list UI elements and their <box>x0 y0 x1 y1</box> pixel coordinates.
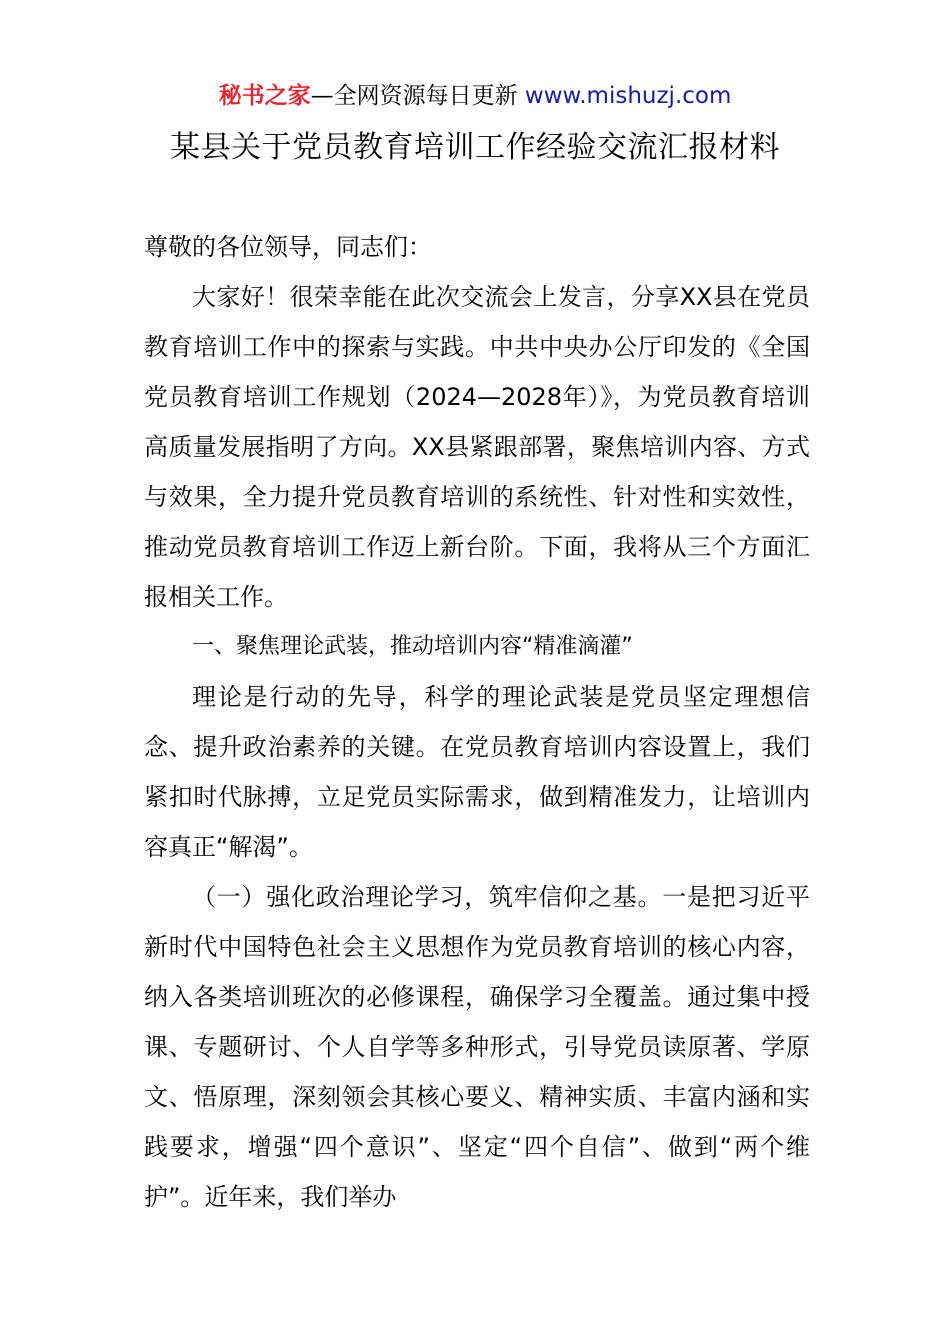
section-heading-1: 一、聚焦理论武装，推动培训内容“精准滴灌” <box>192 634 633 659</box>
paragraph-theory: 理论是行动的先导，科学的理论武装是党员坚定理想信念、提升政治素养的关键。在党员教育培训内容设置上，我们紧扣时代脉搏，立足党员实际需求，做到精准发力，让培训内容真正“解渴”。 <box>144 683 810 861</box>
site-tagline: —全网资源每日更新 <box>310 83 525 109</box>
paragraph-intro: 大家好！很荣幸能在此次交流会上发言，分享XX县在党员教育培训工作中的探索与实践。中共中央办公厅印发的《全国党员教育培训工作规划（2024—2028年）》，为党员教育培训高质量发展指明了方向。XX县紧跟部署，聚焦培训内容、方式与效果，全力提升党员教育培训的系统性、针对性和实效性，推动党员教育培训工作迈上新台阶。下面，我将从三个方面汇报相关工作。 <box>144 283 810 611</box>
site-header <box>0 80 950 112</box>
site-url-link[interactable]: www.mishuzj.com <box>524 83 732 109</box>
document-body <box>144 222 810 1222</box>
paragraph-subsection-1: （一）强化政治理论学习，筑牢信仰之基。一是把习近平新时代中国特色社会主义思想作为党员教育培训的核心内容，纳入各类培训班次的必修课程，确保学习全覆盖。通过集中授课、专题研讨、个人自学等多种形式，引导党员读原著、学原文、悟原理，深刻领会其核心要义、精神实质、丰富内涵和实践要求，增强“四个意识”、坚定“四个自信”、做到“两个维护”。近年来，我们举办 <box>144 883 810 1211</box>
site-brand: 秘书之家 <box>218 83 311 109</box>
document-title: 某县关于党员教育培训工作经验交流汇报材料 <box>170 130 780 165</box>
salutation: 尊敬的各位领导，同志们： <box>144 233 432 261</box>
